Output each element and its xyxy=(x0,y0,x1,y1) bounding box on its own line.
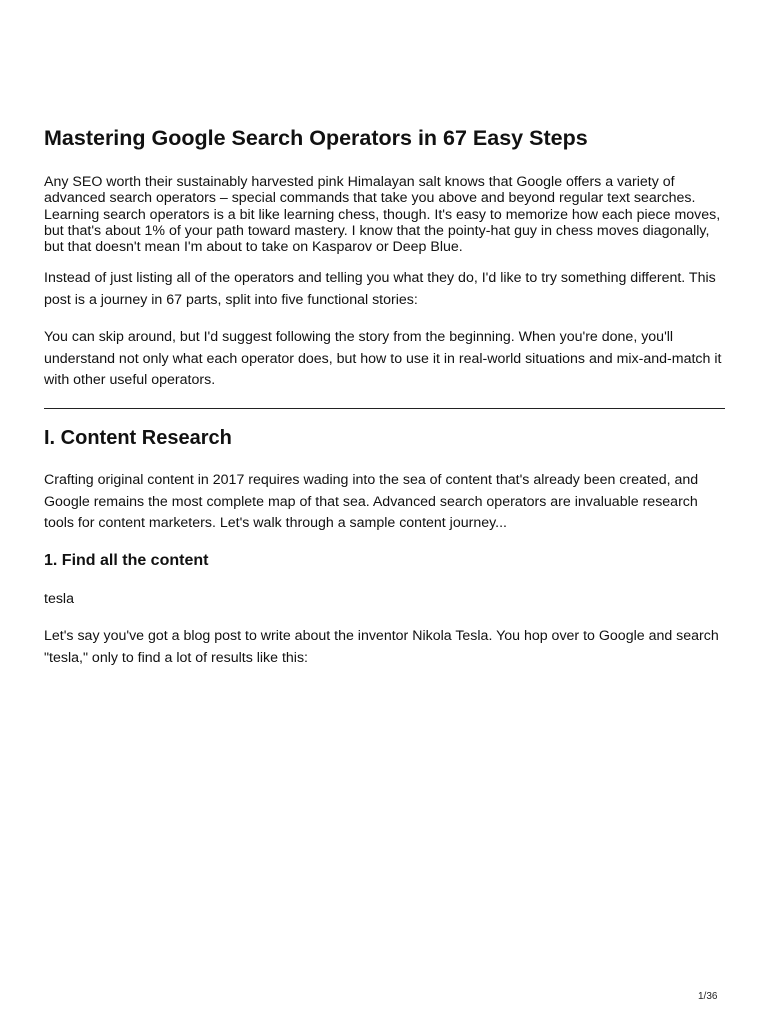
section-divider xyxy=(44,408,725,409)
skip-paragraph: You can skip around, but I'd suggest following the story from the beginning. When you're done, you'll understand not only what each operator does, but how to use it in real-world situations and mix-and-match it with other useful operators. xyxy=(44,329,722,388)
section-heading-content-research: I. Content Research xyxy=(44,427,232,449)
content-research-intro: Crafting original content in 2017 requires wading into the sea of content that's already been created, and Google remains the most complete map of that sea. Advanced search operators are invaluable research tools for content marketers. Let's walk through a sample content journey... xyxy=(44,472,699,531)
search-query-text: tesla xyxy=(44,591,74,607)
step-body-paragraph: Let's say you've got a blog post to write about the inventor Nikola Tesla. You hop over to Google and search "tesla," only to find a lot of results like this: xyxy=(44,628,719,666)
intro-paragraph: Any SEO worth their sustainably harvested pink Himalayan salt knows that Google offers a variety of advanced search operators – special commands that take you above and beyond regular text searches. Learning search operators is a bit like learning chess, though. It's easy to memorize how each piece moves, but that's about 1% of your path toward mastery. I know that the pointy-hat guy in chess moves diagonally, but that doesn't mean I'm about to take on Kasparov or Deep Blue. xyxy=(44,174,721,256)
instead-paragraph: Instead of just listing all of the operators and telling you what they do, I'd like to try something different. This post is a journey in 67 parts, split into five functional stories: xyxy=(44,270,716,308)
page-number: 1/36 xyxy=(698,991,718,1002)
step-heading-find-content: 1. Find all the content xyxy=(44,552,209,569)
article-title: Mastering Google Search Operators in 67 Easy Steps xyxy=(44,126,588,150)
